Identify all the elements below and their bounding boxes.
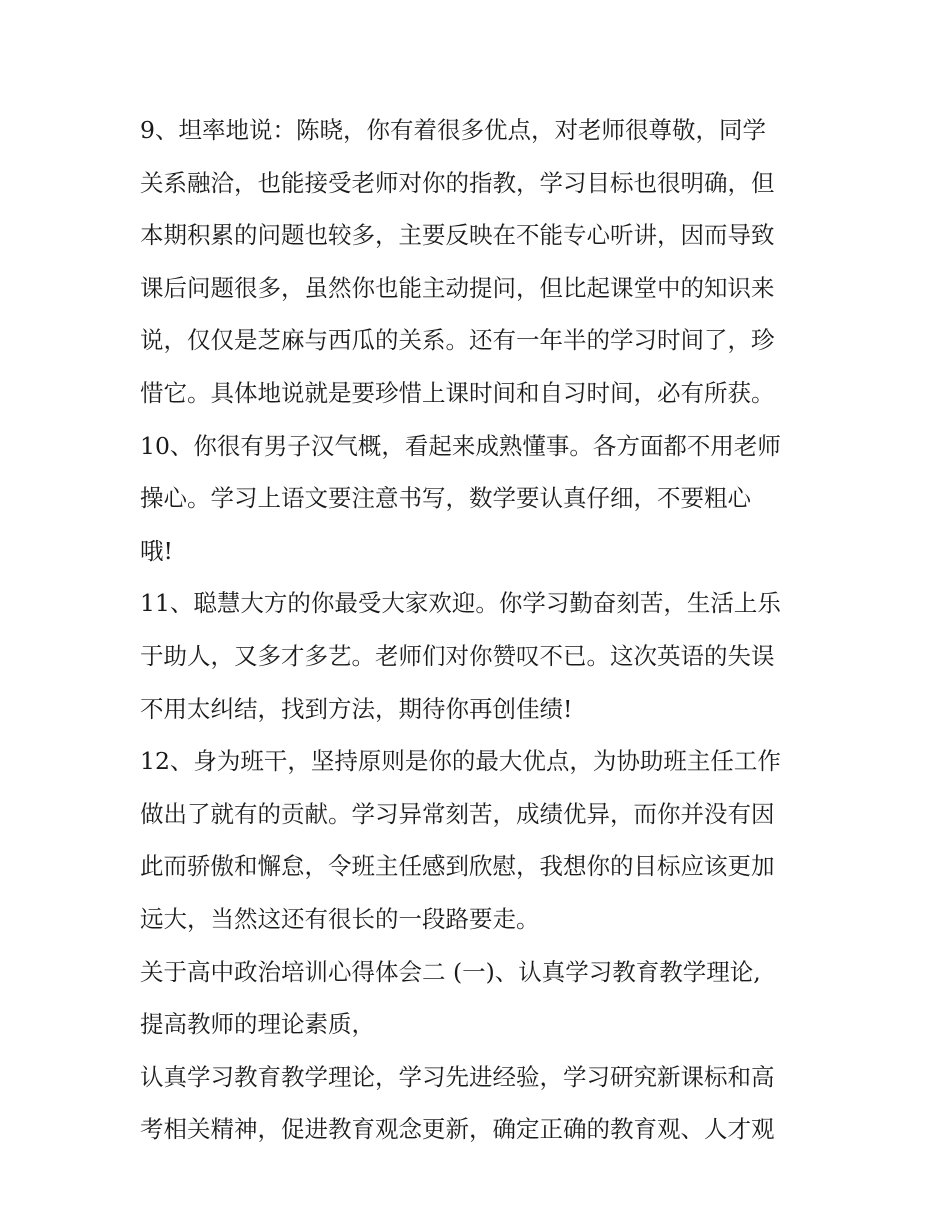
text-line: 考相关精神，促进教育观念更新，确定正确的教育观、人才观 (140, 1115, 775, 1144)
text-line: 于助人，又多才多艺。老师们对你赞叹不已。这次英语的失误 (140, 641, 775, 670)
text-line: 课后问题很多，虽然你也能主动提问，但比起课堂中的知识来 (140, 273, 775, 302)
text-line: 远大，当然这还有很长的一段路要走。 (140, 904, 540, 933)
document-body (140, 104, 820, 1156)
text-line: 操心。学习上语文要注意书写，数学要认真仔细，不要粗心 (140, 484, 751, 513)
text-line: 9、坦率地说：陈晓，你有着很多优点，对老师很尊敬，同学 (140, 116, 766, 144)
text-line: 12、身为班干，坚持原则是你的最大优点，为协助班主任工作 (140, 747, 781, 776)
text-line: 哦! (140, 536, 173, 565)
text-line: 10、你很有男子汉气概，看起来成熟懂事。各方面都不用老师 (140, 431, 781, 460)
text-line: 提高教师的理论素质， (140, 1010, 375, 1039)
text-line: 不用太纠结，找到方法，期待你再创佳绩! (140, 694, 573, 723)
section-heading: 关于高中政治培训心得体会二 (一)、认真学习教育教学理论, (140, 957, 761, 986)
text-line: 做出了就有的贡献。学习异常刻苦，成绩优异，而你并没有因 (140, 799, 775, 828)
text-line: 关系融洽，也能接受老师对你的指教，学习目标也很明确，但 (140, 168, 775, 197)
text-line: 认真学习教育教学理论，学习先进经验，学习研究新课标和高 (140, 1062, 775, 1091)
text-line: 惜它。具体地说就是要珍惜上课时间和自习时间，必有所获。 (140, 378, 775, 407)
text-line: 11、聪慧大方的你最受大家欢迎。你学习勤奋刻苦，生活上乐 (140, 589, 781, 618)
text-line: 本期积累的问题也较多，主要反映在不能专心听讲，因而导致 (140, 221, 775, 250)
text-line: 说，仅仅是芝麻与西瓜的关系。还有一年半的学习时间了，珍 (140, 326, 775, 355)
text-line: 此而骄傲和懈怠，令班主任感到欣慰，我想你的目标应该更加 (140, 852, 775, 881)
